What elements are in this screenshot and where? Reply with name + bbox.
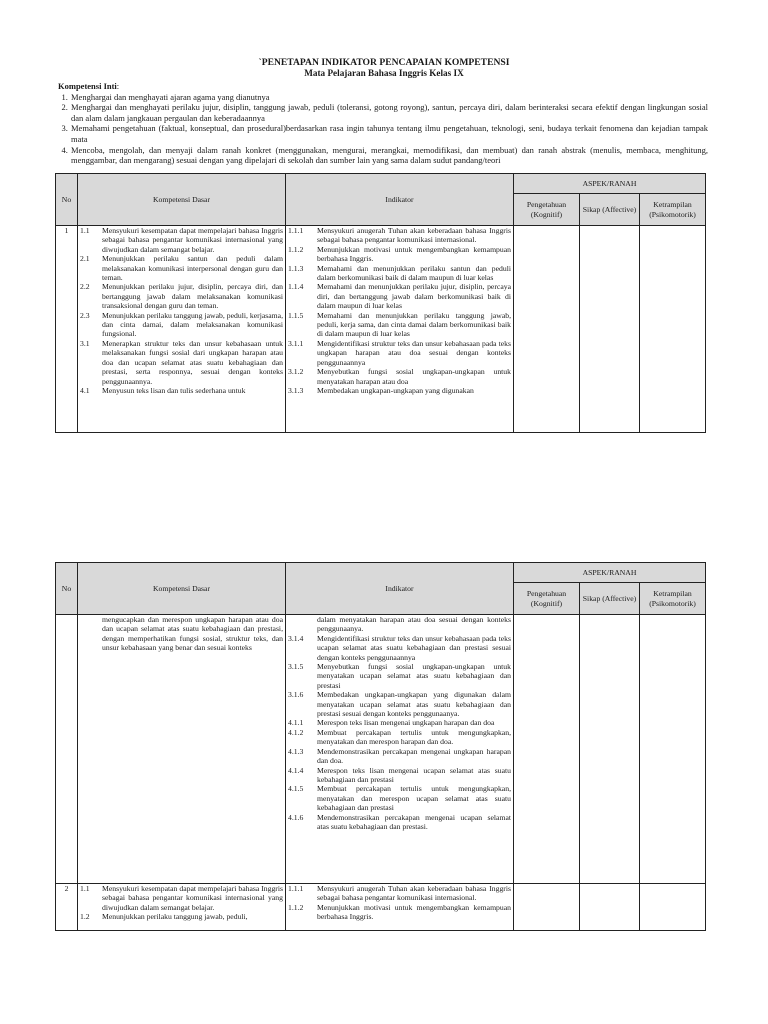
kd-text: Menunjukkan perilaku tanggung jawab, peduli, kerjasama, dan cinta damai, dalam melaksanakan komunikasi fungsional. bbox=[102, 310, 283, 339]
kd-text: Menunjukkan perilaku santun dan peduli dalam melaksanakan komunikasi interpersonal dengan guru dan teman. bbox=[102, 254, 283, 283]
header-psikomotorik: Ketrampilan (Psikomotorik) bbox=[640, 194, 706, 226]
indikator-cell bbox=[286, 226, 514, 433]
indikator-text: Mengidentifikasi struktur teks dan unsur kebahasaan pada teks ucapan selamat atas suatu kebahagiaan dan prestasi sesuai dengan konteks penggunaannya bbox=[317, 633, 511, 662]
indikator-text: Membedakan ungkapan-ungkapan yang digunakan dalam menyatakan ucapan selamat atas suatu kebahagiaan dan prestasi sesuai dengan konteks penggunaanya. bbox=[317, 690, 511, 719]
kd-number: 2.1 bbox=[80, 254, 90, 264]
indikator-number: 3.1.3 bbox=[288, 385, 304, 395]
kompetensi-inti-section bbox=[58, 81, 708, 166]
indikator-text: Mensyukuri anugerah Tuhan akan keberadaan bahasa Inggris sebagai bahasa pengantar komunikasi internasional. bbox=[317, 884, 511, 903]
indikator-item bbox=[288, 282, 511, 310]
kd-text: Menunjukkan perilaku tanggung jawab, peduli, bbox=[102, 912, 248, 922]
kd-continued-text: mengucapkan dan merespon ungkapan harapan atau doa dan ucapan selamat atas suatu kebahagiaan dan prestasi, dengan memperhatikan fungsi sosial, struktur teks, dan unsur kebahasaan yang benar dan sesuai konteks bbox=[102, 615, 283, 653]
header-aspek-ranah: ASPEK/RANAH bbox=[514, 174, 706, 194]
indikator-item bbox=[288, 728, 511, 747]
indikator-text: Menyebutkan fungsi sosial ungkapan-ungkapan untuk menyatakan ucapan selamat atas suatu kebahagiaan dan prestasi bbox=[317, 662, 511, 690]
indikator-text: Mengidentifikasi struktur teks dan unsur kebahasaan pada teks ungkapan harapan atau doa sesuai dengan konteks penggunaannya bbox=[317, 338, 511, 367]
indikator-item bbox=[288, 662, 511, 690]
indikator-number: 1.1.2 bbox=[288, 902, 304, 912]
indikator-list bbox=[288, 884, 511, 922]
indikator-cell-continued bbox=[286, 615, 514, 884]
indikator-item bbox=[288, 766, 511, 785]
indikator-number: 3.1.2 bbox=[288, 367, 304, 377]
indikator-text: Mendemonstrasikan percakapan mengenai ungkapan harapan dan doa. bbox=[317, 746, 511, 766]
kd-number: 4.1 bbox=[80, 385, 90, 395]
indikator-number: 4.1.2 bbox=[288, 727, 304, 737]
kd-cell bbox=[78, 226, 286, 433]
kompetensi-inti-item: 4. Mencoba, mengolah, dan menyaji dalam ranah konkret (menggunakan, mengurai, merangkai, memodifikasi, dan membuat) dan ranah abstrak (menulis, membaca, menghitung, menggambar, dan mengarang) sesuai dengan yang dipelajari di sekolah dan sumber lain yang sama dalam sudut pandang/teori bbox=[70, 145, 708, 166]
psikomotorik-cell bbox=[640, 884, 706, 931]
indikator-item bbox=[288, 747, 511, 766]
kd-item bbox=[80, 339, 283, 386]
psikomotorik-cell bbox=[640, 615, 706, 884]
indikator-item bbox=[288, 245, 511, 264]
psikomotorik-cell bbox=[640, 226, 706, 433]
header-kognitif: Pengetahuan (Kognitif) bbox=[514, 194, 580, 226]
kd-number: 1.1 bbox=[80, 884, 90, 893]
kd-cell-continued bbox=[78, 615, 286, 884]
kd-text: Mensyukuri kesempatan dapat mempelajari bahasa Inggris sebagai bahasa pengantar komunikasi internasional yang diwujudkan dalam semangat belajar. bbox=[102, 884, 283, 912]
kognitif-cell bbox=[514, 226, 580, 433]
kompetensi-inti-heading bbox=[58, 81, 708, 92]
indikator-item bbox=[288, 784, 511, 812]
indikator-item bbox=[288, 690, 511, 718]
indikator-number: 1.1.4 bbox=[288, 282, 304, 292]
kd-text: Menyusun teks lisan dan tulis sederhana untuk bbox=[102, 385, 246, 395]
header-kognitif: Pengetahuan (Kognitif) bbox=[514, 583, 580, 615]
header-afektif: Sikap (Affective) bbox=[580, 583, 640, 615]
header-psikomotorik: Ketrampilan (Psikomotorik) bbox=[640, 583, 706, 615]
indikator-number: 1.1.1 bbox=[288, 226, 304, 235]
indikator-text: Merespon teks lisan mengenai ucapan selamat atas suatu kebahagiaan dan prestasi bbox=[317, 765, 511, 784]
indikator-number: 4.1.6 bbox=[288, 812, 304, 822]
kd-item bbox=[80, 386, 283, 395]
indikator-item bbox=[288, 264, 511, 283]
kd-item bbox=[80, 226, 283, 254]
kompetensi-inti-item: 3. Memahami pengetahuan (faktual, konseptual, dan prosedural)berdasarkan rasa ingin tahunya tentang ilmu pengetahuan, teknologi, seni, budaya terkait fenomena dan kejadian tampak mata bbox=[70, 123, 708, 144]
indikator-cell bbox=[286, 884, 514, 931]
kognitif-cell bbox=[514, 884, 580, 931]
indikator-number: 1.1.5 bbox=[288, 310, 304, 320]
indikator-number: 3.1.6 bbox=[288, 690, 304, 700]
kd-text: Menunjukkan perilaku jujur, disiplin, percaya diri, dan bertanggung jawab dalam melaksanakan komunikasi transaksional dengan guru dan teman. bbox=[102, 282, 283, 311]
header-kompetensi-dasar: Kompetensi Dasar bbox=[78, 174, 286, 226]
indikator-item bbox=[288, 339, 511, 367]
kd-list bbox=[80, 884, 283, 922]
indikator-text: Membuat percakapan tertulis untuk mengungkapkan, menyatakan dan merespon harapan dan doa. bbox=[317, 727, 511, 747]
header-no: No bbox=[56, 174, 78, 226]
indikator-number: 4.1.5 bbox=[288, 784, 304, 794]
indikator-item bbox=[288, 903, 511, 922]
kompetensi-inti-colon: : bbox=[116, 81, 120, 91]
kognitif-cell bbox=[514, 615, 580, 884]
indikator-text: Membedakan ungkapan-ungkapan yang digunakan bbox=[317, 385, 474, 395]
kd-number: 1.2 bbox=[80, 912, 90, 922]
kompetensi-inti-label: Kompetensi Inti bbox=[58, 81, 117, 91]
indikator-text: Membuat percakapan tertulis untuk mengungkapkan, menyatakan dan merespon ucapan selamat atas suatu kebahagiaan dan prestasi bbox=[317, 784, 511, 813]
afektif-cell bbox=[580, 226, 640, 433]
indikator-text: Merespon teks lisan mengenai ungkapan harapan dan doa bbox=[317, 718, 495, 728]
indikator-number: 4.1.3 bbox=[288, 746, 304, 756]
indikator-number: 4.1.4 bbox=[288, 765, 304, 775]
document-subtitle: Mata Pelajaran Bahasa Inggris Kelas IX bbox=[304, 68, 464, 78]
indikator-item bbox=[288, 311, 511, 339]
indikator-number: 4.1.1 bbox=[288, 718, 304, 728]
kd-list bbox=[80, 226, 283, 395]
indikator-item bbox=[288, 226, 511, 245]
kompetensi-inti-item: 1. Menghargai dan menghayati ajaran agama yang dianutnya bbox=[70, 92, 708, 103]
row-number-empty bbox=[56, 615, 78, 884]
indikator-text: Memahami dan menunjukkan perilaku jujur, disiplin, percaya diri, dan bertanggung jawab dalam berkomunikasi baik di dalam maupun di luar kelas bbox=[317, 282, 511, 311]
kd-cell bbox=[78, 884, 286, 931]
header-kompetensi-dasar: Kompetensi Dasar bbox=[78, 563, 286, 615]
indikator-item bbox=[288, 367, 511, 386]
indikator-text: Menunjukkan motivasi untuk mengembangkan kemampuan berbahasa Inggris. bbox=[317, 902, 511, 922]
kd-item bbox=[80, 254, 283, 282]
row-number: 1 bbox=[56, 226, 78, 433]
indikator-item bbox=[288, 634, 511, 662]
indikator-continued-text: dalam menyatakan harapan atau doa sesuai dengan konteks penggunaanya. bbox=[317, 615, 511, 634]
kd-number: 2.2 bbox=[80, 282, 90, 292]
indikator-text: Mendemonstrasikan percakapan mengenai ucapan selamat atas suatu kebahagiaan dan prestasi. bbox=[317, 812, 511, 831]
header-no: No bbox=[56, 563, 78, 615]
indikator-number: 1.1.3 bbox=[288, 263, 304, 273]
indikator-text: Menyebutkan fungsi sosial ungkapan-ungkapan untuk menyatakan harapan atau doa bbox=[317, 367, 511, 386]
indikator-text: Mensyukuri anugerah Tuhan akan keberadaan bahasa Inggris sebagai bahasa pengantar komunikasi internasional. bbox=[317, 226, 511, 245]
indikator-item bbox=[288, 884, 511, 903]
indikator-number: 3.1.4 bbox=[288, 633, 304, 643]
header-afektif: Sikap (Affective) bbox=[580, 194, 640, 226]
kd-item bbox=[80, 884, 283, 912]
indikator-text: Memahami dan menunjukkan perilaku tanggung jawab, peduli, kerja sama, dan cinta damai dalam berkomunikasi baik di dalam maupun di luar kelas bbox=[317, 310, 511, 339]
kd-item bbox=[80, 311, 283, 339]
indikator-text: Memahami dan menunjukkan perilaku santun dan peduli dalam berkomunikasi baik di dalam maupun di luar kelas bbox=[317, 263, 511, 283]
indikator-item bbox=[288, 386, 511, 395]
kompetensi-inti-list bbox=[58, 92, 708, 166]
kd-text: Mensyukuri kesempatan dapat mempelajari bahasa Inggris sebagai bahasa pengantar komunikasi internasional yang diwujudkan dalam semangat belajar. bbox=[102, 226, 283, 254]
indikator-item bbox=[288, 813, 511, 832]
indikator-list bbox=[288, 226, 511, 395]
kd-item bbox=[80, 912, 283, 921]
header-indikator: Indikator bbox=[286, 563, 514, 615]
afektif-cell bbox=[580, 615, 640, 884]
header-aspek-ranah: ASPEK/RANAH bbox=[514, 563, 706, 583]
afektif-cell bbox=[580, 884, 640, 931]
indikator-number: 3.1.1 bbox=[288, 338, 304, 348]
indikator-number: 1.1.1 bbox=[288, 884, 304, 893]
kompetensi-inti-item: 2. Menghargai dan menghayati perilaku jujur, disiplin, tanggung jawab, peduli (toleransi, gotong royong), santun, percaya diri, dalam berinteraksi secara efektif dengan lingkungan sosial dan alam dalam jangkauan pergaulan dan keberadaannya bbox=[70, 102, 708, 123]
indikator-list bbox=[288, 634, 511, 832]
header-indikator: Indikator bbox=[286, 174, 514, 226]
indikator-table-page-2 bbox=[55, 562, 706, 931]
kd-number: 2.3 bbox=[80, 310, 90, 320]
indikator-item bbox=[288, 718, 511, 727]
indikator-text: Menunjukkan motivasi untuk mengembangkan kemampuan berbahasa Inggris. bbox=[317, 244, 511, 264]
document-title: `PENETAPAN INDIKATOR PENCAPAIAN KOMPETENSI bbox=[258, 57, 510, 68]
row-number: 2 bbox=[56, 884, 78, 931]
kd-number: 1.1 bbox=[80, 226, 90, 235]
kd-text: Menerapkan struktur teks dan unsur kebahasaan untuk melaksanakan fungsi sosial dari ungkapan harapan atau doa dan ucapan selamat atas suatu kebahagiaan dan prestasi, serta responnya, sesuai dengan konteks penggunaannya. bbox=[102, 338, 283, 386]
kd-item bbox=[80, 282, 283, 310]
indikator-number: 1.1.2 bbox=[288, 244, 304, 254]
kd-number: 3.1 bbox=[80, 338, 90, 348]
document-header bbox=[0, 57, 768, 79]
indikator-number: 3.1.5 bbox=[288, 662, 304, 672]
indikator-table-page-1 bbox=[55, 173, 706, 433]
